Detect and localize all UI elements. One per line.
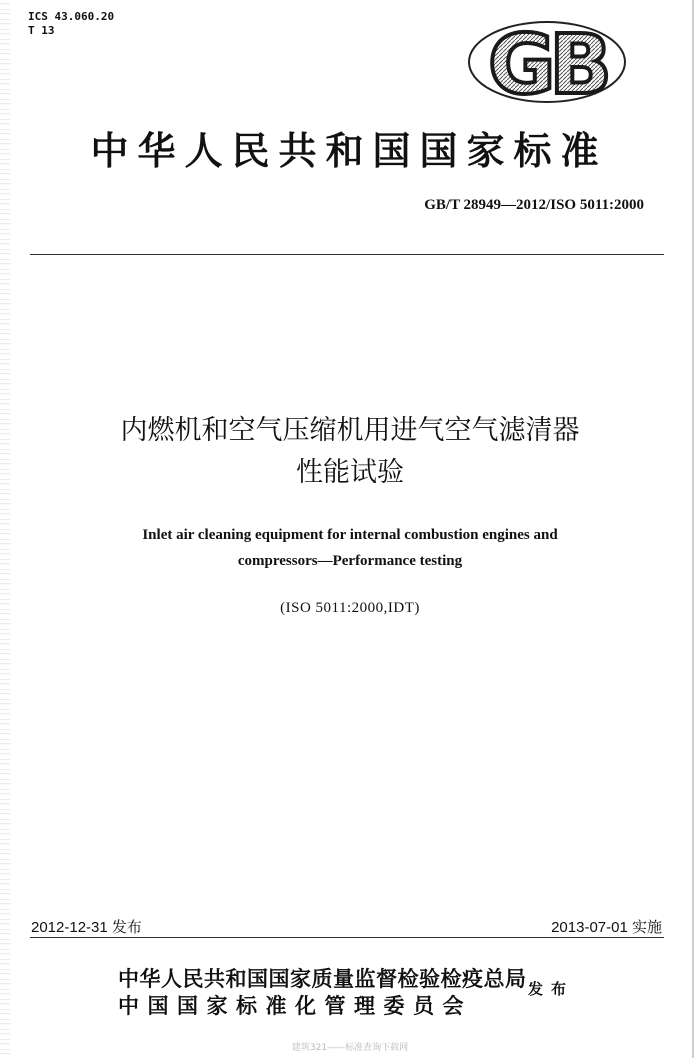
issuer-sac: 中国国家标准化管理委员会 [118,993,472,1018]
ics-code: ICS 43.060.20 [28,10,115,23]
english-title-line-2: compressors—Performance testing [237,553,463,569]
chinese-title-line-1: 内燃机和空气压缩机用进气空气滤清器 [120,415,580,446]
implementation-date: 2013-07-01 实施 [551,919,662,936]
classification-codes [28,10,114,38]
issuer-aqsiq: 中华人民共和国国家质量监督检验检疫总局 [118,966,527,991]
iso-reference: (ISO 5011:2000,IDT) [280,600,420,616]
gb-logo-text: GB [488,20,606,104]
national-standard-title: 中华人民共和国国家标准 [90,128,608,173]
ccs-code: T 13 [28,24,55,37]
publication-date: 2012-12-31 发布 [31,919,142,936]
english-title [0,522,700,574]
watermark: 建筑321——标准查询下载网 [291,1043,409,1053]
gb-logo [467,20,627,104]
english-title-line-1: Inlet air cleaning equipment for internal combustion engines and [142,527,558,543]
standard-number: GB/T 28949—2012/ISO 5011:2000 [424,197,644,213]
chinese-title [0,410,700,494]
publish-label: 发布 [528,980,575,998]
divider-top [30,254,664,255]
chinese-title-line-2: 性能试验 [296,457,404,488]
divider-bottom [30,937,664,938]
